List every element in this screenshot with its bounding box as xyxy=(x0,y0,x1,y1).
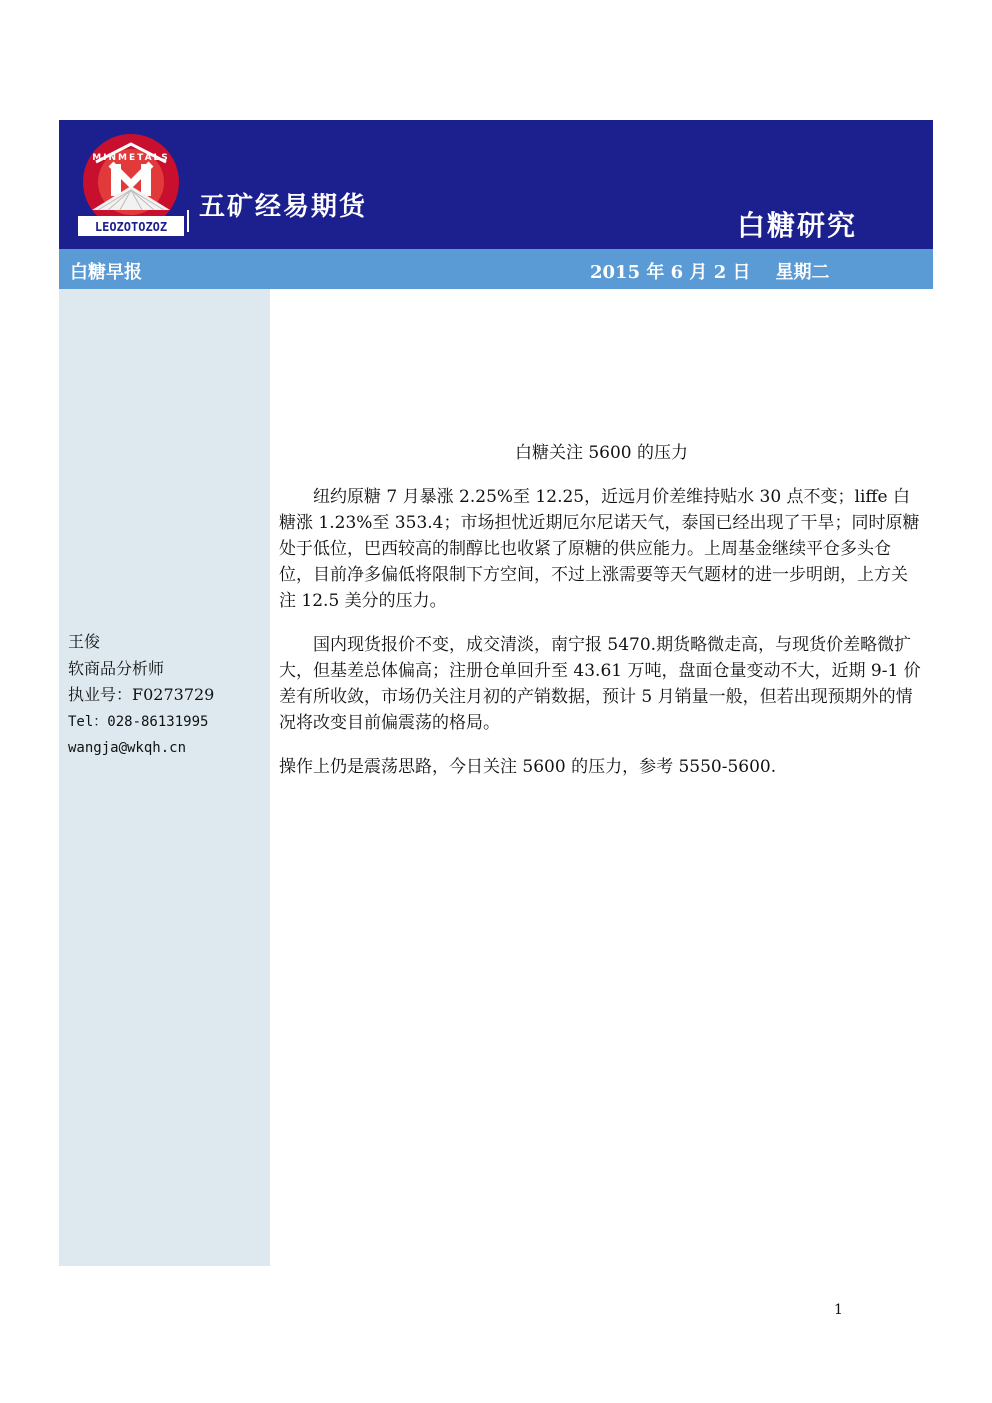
report-type: 白糖早报 xyxy=(70,262,142,283)
author-email[interactable]: wangja@wkqh.cn xyxy=(68,740,187,756)
author-license: 执业号：F0273729 xyxy=(68,685,215,704)
logo-separator xyxy=(187,210,189,232)
minmetals-logo xyxy=(78,134,184,240)
article-paragraph: 纽约原糖 7 月暴涨 2.25%至 12.25，近远月价差维持贴水 30 点不变；liffe 白糖涨 1.23%至 353.4；市场担忧近期厄尔尼诺天气，泰国已经出现了干旱；同时原糖处于低位，巴西较高的制醇比也收紧了原糖的供应能力。上周基金继续平仓多头仓位，目前净多偏低将限制下方空间，不过上涨需要等天气题材的进一步明朗，上方关注 12.5 美分的压力。 xyxy=(279,487,920,611)
report-date: 2015 年 6 月 2 日 星期二 xyxy=(590,262,830,283)
article-body xyxy=(279,440,924,798)
article-paragraph: 国内现货报价不变，成交清淡，南宁报 5470.期货略微走高，与现货价差略微扩大，但基差总体偏高；注册仓单回升至 43.61 万吨，盘面仓量变动不大，近期 9-1 价差有所收敛，市场仍关注月初的产销数据，预计 5 月销量一般，但若出现预期外的情况将改变目前偏震荡的格局。 xyxy=(279,635,921,733)
logo-text: MINMETALS xyxy=(92,153,170,163)
author-title: 软商品分析师 xyxy=(68,658,165,678)
sidebar xyxy=(59,289,270,1266)
author-info xyxy=(68,629,214,762)
research-title: 白糖研究 xyxy=(737,209,858,242)
article-paragraph: 操作上仍是震荡思路，今日关注 5600 的压力，参考 5550-5600. xyxy=(279,757,777,777)
report-header xyxy=(59,120,933,249)
report-subbar xyxy=(59,249,933,289)
logo-subtext: LEOZOTOZOZ xyxy=(94,220,168,234)
company-name: 五矿经易期货 xyxy=(199,192,368,222)
author-name: 王俊 xyxy=(68,632,101,651)
article-title: 白糖关注 5600 的压力 xyxy=(514,443,689,463)
page-number: 1 xyxy=(834,1302,843,1318)
author-tel: Tel：028-86131995 xyxy=(68,713,209,730)
